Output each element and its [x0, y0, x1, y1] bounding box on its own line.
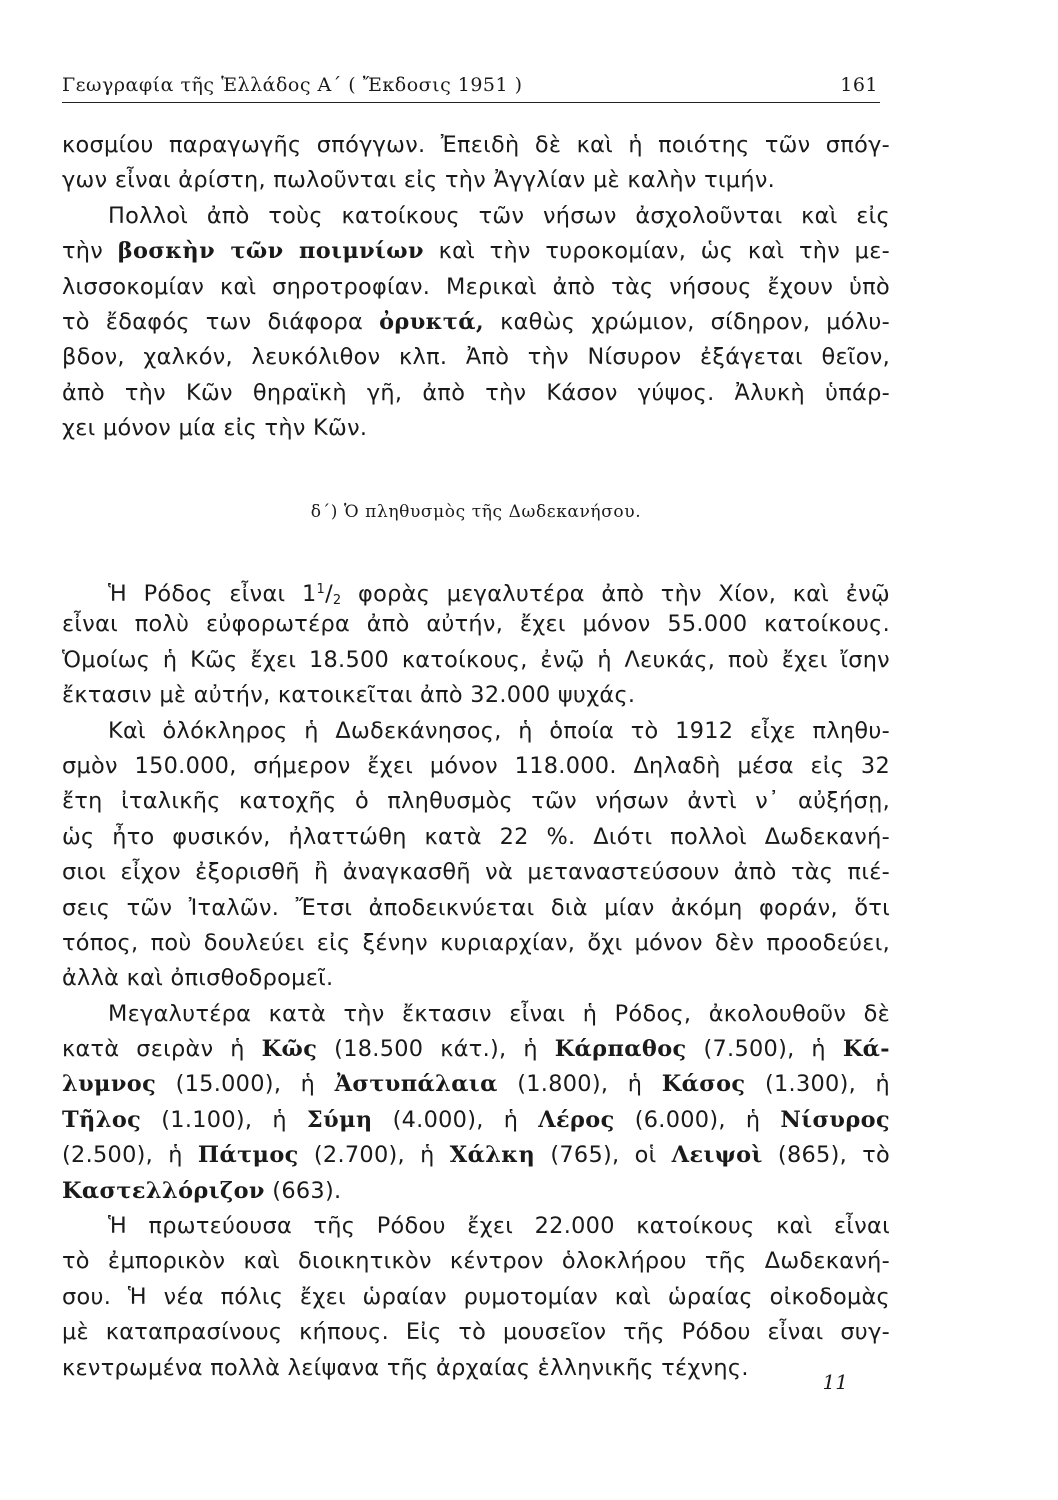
text-line: βδον, χαλκόν, λευκόλιθον κλπ. Ἀπὸ τὴν Νίσυρον ἐξάγεται θεῖον,	[62, 344, 890, 371]
island-name: Λέρος	[538, 1106, 615, 1133]
text-line: ἀλλὰ καὶ ὀπισθοδρομεῖ.	[62, 965, 334, 992]
text-run: (865), τὸ	[762, 1142, 890, 1169]
text-line	[62, 1138, 890, 1173]
text-line: ἀπὸ τὴν Κῶν θηραϊκὴ γῆ, ἀπὸ τὴν Κάσον γύψος. Ἀλυκὴ ὑπάρ-	[62, 379, 890, 406]
text-line: Μεγαλυτέρα κατὰ τὴν ἔκτασιν εἶναι ἡ Ρόδος, ἀκολουθοῦν δὲ	[108, 1000, 890, 1027]
text-line: χει μόνον μία εἰς τὴν Κῶν.	[62, 415, 368, 442]
text-run: (2.500), ἡ	[62, 1142, 198, 1169]
fraction-slash: /	[325, 581, 333, 607]
text-line: μὲ καταπρασίνους κήπους. Εἰς τὸ μουσεῖον τῆς Ρόδου εἶναι συγ-	[62, 1319, 890, 1346]
text-run: τὸ ἔδαφός των διάφορα	[62, 308, 380, 335]
text-line: κεντρωμένα πολλὰ λείψανα τῆς ἀρχαίας ἑλληνικῆς τέχνης.	[62, 1354, 749, 1381]
island-name: Κά-	[842, 1036, 890, 1063]
text-line: Ἡ πρωτεύουσα τῆς Ρόδου ἔχει 22.000 κατοίκους καὶ εἶναι	[108, 1213, 890, 1240]
text-line: ἔτη ἰταλικῆς κατοχῆς ὁ πληθυσμὸς τῶν νήσων ἀντὶ ν᾿ αὐξήσῃ,	[62, 788, 890, 815]
island-name: Τῆλος	[62, 1106, 142, 1133]
text-line: σου. Ἡ νέα πόλις ἔχει ὡραίαν ρυμοτομίαν καὶ ὡραίας οἰκοδομὰς	[62, 1283, 890, 1310]
text-line: γων εἶναι ἀρίστη, πωλοῦνται εἰς τὴν Ἀγγλίαν μὲ καλὴν τιμήν.	[62, 167, 776, 194]
text-run: (663).	[264, 1177, 342, 1204]
text-line: τόπος, ποὺ δουλεύει εἰς ξένην κυριαρχίαν, ὄχι μόνον δὲν προοδεύει,	[62, 929, 890, 956]
text-run: (765), οἱ	[535, 1142, 672, 1169]
text-run: (4.000), ἡ	[372, 1106, 539, 1133]
text-run: (7.500), ἡ	[686, 1036, 843, 1063]
text-run: (6.000), ἡ	[614, 1106, 781, 1133]
text-run: (2.700), ἡ	[298, 1142, 450, 1169]
text-line	[62, 1032, 890, 1067]
text-line: τὸ ἐμπορικὸν καὶ διοικητικὸν κέντρον ὁλοκλήρου τῆς Δωδεκανή-	[62, 1248, 890, 1275]
page-number: 161	[840, 74, 878, 96]
text-run: (18.500 κάτ.), ἡ	[317, 1036, 555, 1063]
text-line: σεις τῶν Ἰταλῶν. Ἔτσι ἀποδεικνύεται διὰ μίαν ἀκόμη φοράν, ὅτι	[62, 894, 890, 921]
island-name: Σύμη	[306, 1106, 373, 1133]
island-name: Κάσος	[661, 1071, 746, 1098]
book-title: Γεωγραφία τῆς Ἑλλάδος Α΄ ( Ἔκδοσις 1951 )	[62, 74, 523, 96]
text-run: (1.100), ἡ	[141, 1106, 307, 1133]
island-name: Ἀστυπάλαια	[334, 1071, 498, 1098]
running-header	[62, 72, 880, 103]
text-line: Καὶ ὁλόκληρος ἡ Δωδεκάνησος, ἡ ὁποία τὸ 1912 εἶχε πληθυ-	[108, 717, 890, 744]
text-run: Ἡ Ρόδος εἶναι 1	[108, 581, 317, 607]
text-line: εἶναι πολὺ εὐφορωτέρα ἀπὸ αὐτήν, ἔχει μόνον 55.000 κατοίκους.	[62, 611, 890, 638]
fraction-denominator: 2	[332, 593, 342, 608]
text-run: (15.000), ἡ	[156, 1071, 335, 1098]
text-run: (1.300), ἡ	[745, 1071, 890, 1098]
text-run: καθὼς χρώμιον, σίδηρον, μόλυ-	[484, 308, 891, 335]
text-line: ἔκτασιν μὲ αὐτήν, κατοικεῖται ἀπὸ 32.000 ψυχάς.	[62, 682, 636, 709]
bold-term: ὀρυκτά,	[379, 308, 485, 335]
text-run: φορὰς μεγαλυτέρα ἀπὸ τὴν Χίον, καὶ ἐνῷ	[341, 581, 890, 607]
island-name: λυμνος	[62, 1071, 157, 1098]
text-line	[62, 1174, 890, 1209]
text-line: σιοι εἶχον ἐξορισθῆ ἢ ἀναγκασθῆ νὰ μεταναστεύσουν ἀπὸ τὰς πιέ-	[62, 859, 890, 886]
text-line: Πολλοὶ ἀπὸ τοὺς κατοίκους τῶν νήσων ἀσχολοῦνται καὶ εἰς	[108, 202, 890, 229]
fraction-numerator: 1	[316, 582, 326, 597]
island-name: Λειψοὶ	[671, 1142, 763, 1169]
island-name: Νίσυρος	[780, 1106, 890, 1133]
text-run: καὶ τὴν τυροκομίαν, ὡς καὶ τὴν με-	[423, 238, 890, 265]
text-line	[62, 234, 890, 269]
island-name: Κῶς	[261, 1036, 318, 1063]
section-heading: δ΄) Ὁ πληθυσμὸς τῆς Δωδεκανήσου.	[310, 502, 642, 522]
text-line	[62, 572, 890, 607]
text-line	[62, 1067, 890, 1102]
text-line: κοσμίου παραγωγῆς σπόγγων. Ἐπειδὴ δὲ καὶ ἡ ποιότης τῶν σπόγ-	[62, 132, 890, 158]
text-run: (1.800), ἡ	[497, 1071, 662, 1098]
signature-mark: 11	[822, 1370, 848, 1394]
text-line: σμὸν 150.000, σήμερον ἔχει μόνον 118.000. Δηλαδὴ μέσα εἰς 32	[62, 752, 890, 779]
section-1-text	[62, 128, 890, 447]
bold-term: βοσκὴν τῶν ποιμνίων	[117, 238, 424, 265]
island-name: Χάλκη	[449, 1142, 536, 1169]
text-run: τὴν	[62, 238, 118, 265]
island-name: Κάρπαθος	[554, 1036, 687, 1063]
text-line: Ὁμοίως ἡ Κῶς ἔχει 18.500 κατοίκους, ἐνῷ ἡ Λευκάς, ποὺ ἔχει ἴσην	[62, 646, 890, 673]
text-line	[62, 305, 890, 340]
text-line: ὡς ἦτο φυσικόν, ἠλαττώθη κατὰ 22 %. Διότι πολλοὶ Δωδεκανή-	[62, 823, 890, 850]
section-2-text	[62, 572, 890, 1386]
island-name: Καστελλόριζον	[62, 1177, 265, 1204]
text-line: λισσοκομίαν καὶ σηροτροφίαν. Μερικαὶ ἀπὸ τὰς νήσους ἔχουν ὑπὸ	[62, 273, 890, 300]
text-run: κατὰ σειρὰν ἡ	[62, 1036, 262, 1063]
island-name: Πάτμος	[197, 1142, 299, 1169]
text-line	[62, 1103, 890, 1138]
